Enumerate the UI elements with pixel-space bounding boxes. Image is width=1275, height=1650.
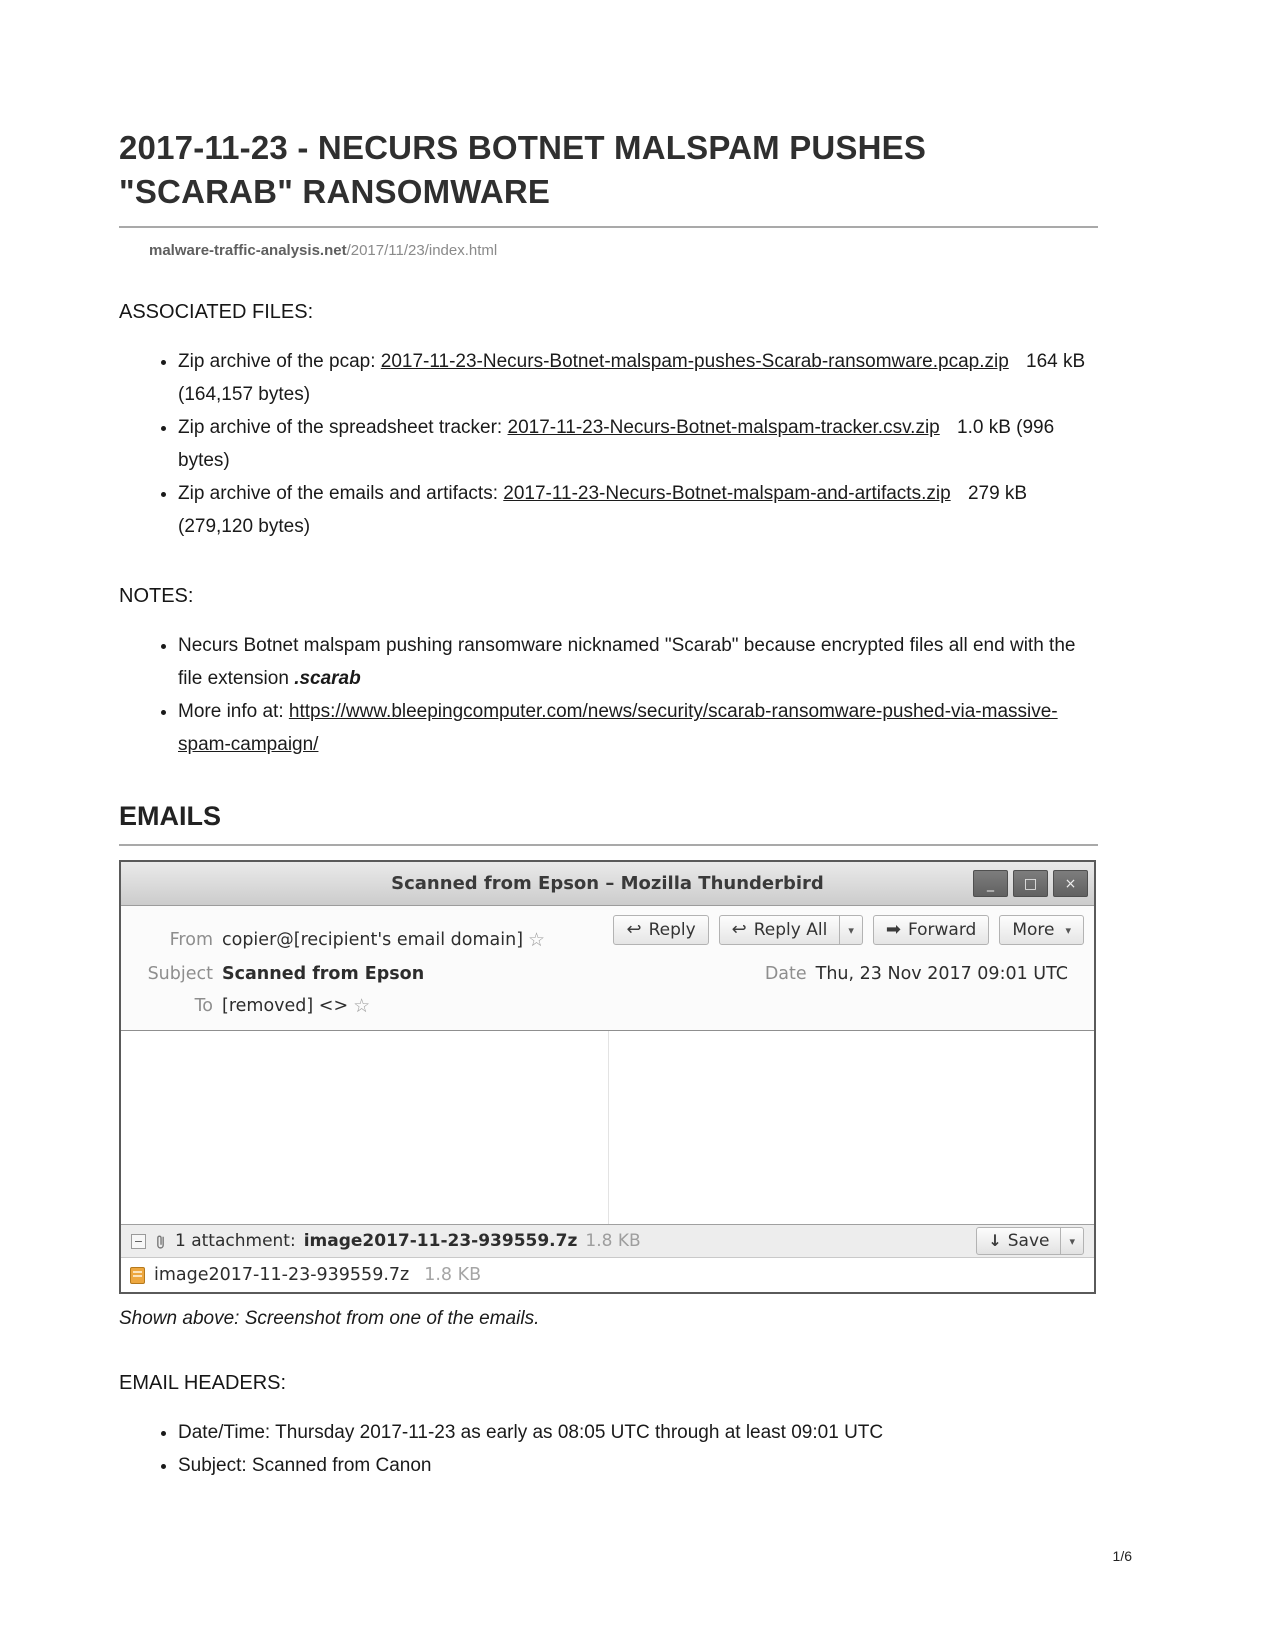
body-column-divider <box>608 1031 609 1224</box>
note-item <box>178 629 1098 695</box>
reply-label: Reply <box>648 920 696 941</box>
title-divider <box>119 226 1098 228</box>
source-domain: malware-traffic-analysis.net <box>149 242 347 260</box>
star-icon[interactable]: ☆ <box>528 928 546 951</box>
email-header-item: • Date/Time: Thursday 2017-11-23 as early as 08:05 UTC through at least 09:01 UTC <box>178 1416 1098 1449</box>
paperclip-icon <box>154 1233 167 1250</box>
page-number: 1/6 <box>1112 1548 1132 1564</box>
save-button[interactable] <box>977 1228 1060 1254</box>
message-body <box>121 1031 1094 1224</box>
reply-button[interactable] <box>613 915 708 945</box>
date-label: Date <box>764 964 807 985</box>
reply-icon: ↩ <box>626 919 642 941</box>
attachment-bar <box>121 1224 1094 1257</box>
page-title: 2017-11-23 - NECURS BOTNET MALSPAM PUSHES "SCARAB" RANSOMWARE <box>119 129 927 211</box>
subject-label: Subject <box>147 964 213 985</box>
bleepingcomputer-link[interactable]: https://www.bleepingcomputer.com/news/security/scarab-ransomware-pushed-via-massive-spam-campaign/ <box>178 701 1058 756</box>
date-block <box>765 964 1068 984</box>
artifacts-zip-link[interactable]: 2017-11-23-Necurs-Botnet-malspam-and-artifacts.zip <box>503 483 951 505</box>
file-item-prefix: Zip archive of the pcap: <box>178 351 381 373</box>
source-path: /2017/11/23/index.html <box>346 242 498 260</box>
notes-list <box>119 629 1098 761</box>
attachment-list-item[interactable] <box>121 1257 1094 1292</box>
tracker-zip-link[interactable]: 2017-11-23-Necurs-Botnet-malspam-tracker.csv.zip <box>507 417 940 439</box>
chevron-down-icon: ▾ <box>848 923 854 937</box>
file-icon <box>130 1267 145 1284</box>
reply-all-button[interactable] <box>720 916 840 944</box>
email-headers-list <box>119 1416 1098 1482</box>
save-group <box>976 1227 1084 1255</box>
email-headers-heading: EMAIL HEADERS: <box>119 1372 287 1395</box>
message-header <box>121 906 1094 1031</box>
associated-files-list <box>119 345 1098 543</box>
attachment-name[interactable]: image2017-11-23-939559.7z <box>303 1231 578 1252</box>
associated-file-item <box>178 411 1098 477</box>
pcap-zip-link[interactable]: 2017-11-23-Necurs-Botnet-malspam-pushes-Scarab-ransomware.pcap.zip <box>380 351 1009 373</box>
subject-value: Scanned from Epson <box>222 964 425 985</box>
date-value: Thu, 23 Nov 2017 09:01 UTC <box>815 964 1068 985</box>
reply-all-group <box>719 915 863 945</box>
more-button[interactable] <box>999 915 1084 945</box>
reply-all-label: Reply All <box>753 920 828 941</box>
forward-label: Forward <box>907 920 977 941</box>
window-controls <box>973 870 1088 897</box>
minimize-icon[interactable]: _ <box>973 870 1008 897</box>
chevron-down-icon: ▾ <box>1069 1234 1075 1248</box>
file-size: 1.0 kB (996 bytes) <box>178 417 1055 472</box>
to-row <box>135 996 1080 1016</box>
file-item-prefix: Zip archive of the emails and artifacts: <box>178 483 504 505</box>
scarab-extension: .scarab <box>294 668 361 690</box>
notes-heading: NOTES: <box>119 585 194 608</box>
save-dropdown[interactable] <box>1060 1228 1083 1254</box>
thunderbird-window <box>119 860 1096 1294</box>
associated-file-item <box>178 345 1098 411</box>
note-item <box>178 695 1098 761</box>
attachment-file-size: 1.8 KB <box>424 1265 482 1286</box>
message-toolbar <box>613 915 1084 945</box>
emails-divider <box>119 844 1098 846</box>
reply-all-dropdown[interactable] <box>839 916 862 944</box>
from-value: copier@[recipient's email domain] <box>222 930 524 951</box>
screenshot-caption: Shown above: Screenshot from one of the emails. <box>119 1308 540 1330</box>
window-title: Scanned from Epson – Mozilla Thunderbird <box>391 873 824 895</box>
source-url <box>149 242 1098 259</box>
forward-icon: ➡ <box>885 919 901 941</box>
forward-button[interactable] <box>873 915 989 945</box>
associated-file-item <box>178 477 1098 543</box>
chevron-down-icon: ▾ <box>1065 923 1071 937</box>
window-titlebar[interactable] <box>121 862 1094 906</box>
collapse-attachments-button[interactable]: − <box>131 1234 146 1249</box>
save-label: Save <box>1007 1231 1050 1252</box>
to-value: [removed] <> <box>222 996 349 1017</box>
to-label: To <box>194 996 213 1017</box>
note-text: More info at: <box>178 701 289 723</box>
maximize-icon[interactable]: □ <box>1013 870 1048 897</box>
subject-row <box>135 964 1080 984</box>
file-size: 164 kB (164,157 bytes) <box>178 351 1086 406</box>
emails-heading: EMAILS <box>119 801 222 832</box>
file-item-prefix: Zip archive of the spreadsheet tracker: <box>178 417 508 439</box>
attachment-size: 1.8 KB <box>585 1231 641 1252</box>
star-icon[interactable]: ☆ <box>353 994 371 1017</box>
from-label: From <box>169 930 213 951</box>
reply-all-icon: ↩ <box>731 919 747 941</box>
file-size: 279 kB (279,120 bytes) <box>178 483 1028 538</box>
download-icon: ↓ <box>988 1231 1002 1251</box>
email-header-item: • Subject: Scanned from Canon <box>178 1449 1098 1482</box>
associated-files-heading: ASSOCIATED FILES: <box>119 301 314 324</box>
more-label: More <box>1012 920 1055 941</box>
note-text: Necurs Botnet malspam pushing ransomware nicknamed "Scarab" because encrypted files all end with the file extension <box>178 635 1076 690</box>
attachment-count-label: 1 attachment: <box>175 1231 296 1252</box>
close-icon[interactable]: × <box>1053 870 1088 897</box>
attachment-file-name: image2017-11-23-939559.7z <box>154 1265 410 1286</box>
